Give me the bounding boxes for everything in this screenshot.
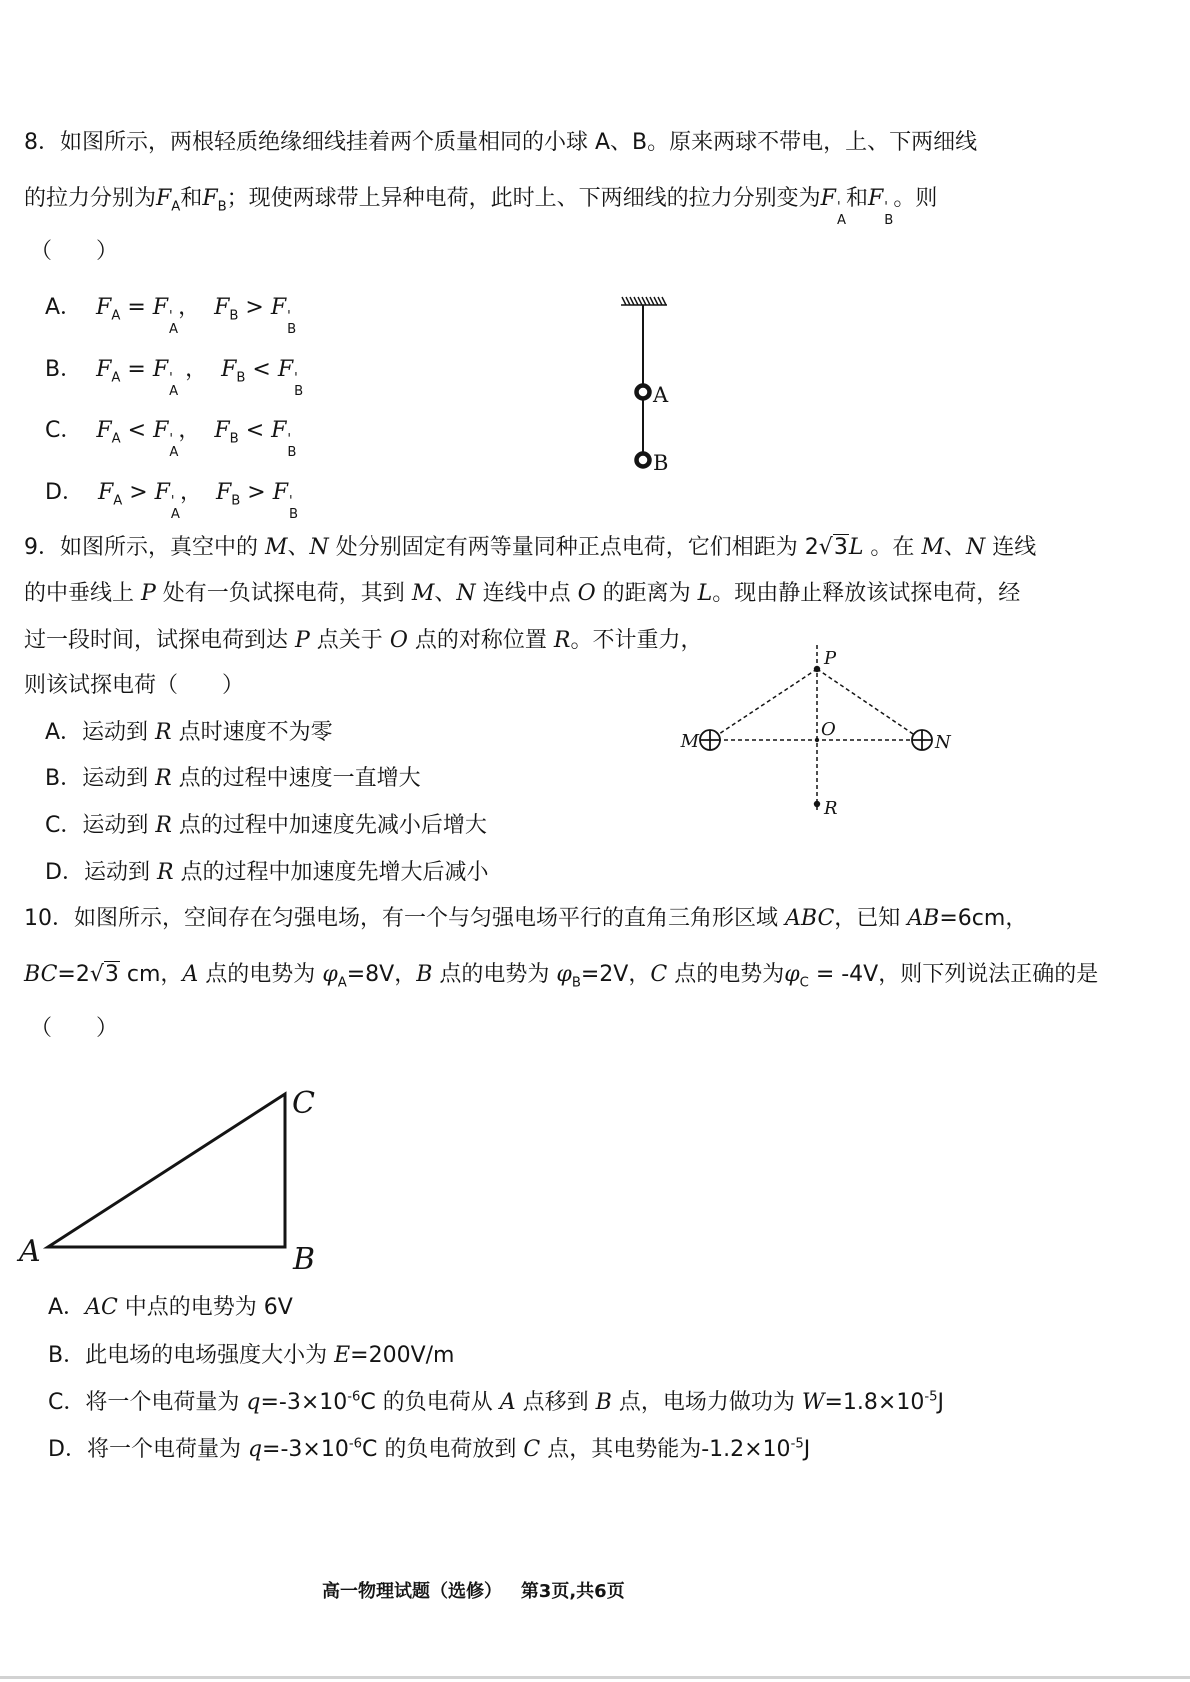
text-run: > <box>240 480 273 505</box>
text-run: 点的过程中加速度先减小后增大 <box>171 813 487 838</box>
subscript: B <box>571 975 581 991</box>
text-run: =1.8× <box>824 1390 897 1415</box>
symbol-base: ABC <box>785 906 835 931</box>
vertex-c-label: C <box>292 1086 315 1121</box>
symbol-base: A <box>499 1390 516 1415</box>
ball-a <box>637 386 650 399</box>
math-symbol <box>921 535 944 560</box>
symbol-base: 10 <box>762 1437 791 1462</box>
math-symbol <box>578 581 596 606</box>
text-run: 点，其电势能为-1.2× <box>540 1437 763 1462</box>
text-run: 点的电势为 <box>198 962 323 987</box>
text-run: 和 <box>845 186 868 211</box>
text-run: cm， <box>119 962 183 987</box>
symbol-base: F <box>96 418 112 443</box>
math-symbol <box>248 1437 262 1462</box>
script-stack <box>287 310 296 336</box>
radical-sign: √ <box>818 535 833 560</box>
text-run: 的拉力分别为 <box>24 186 157 211</box>
text-run: 处分别固定有两等量同种正点电荷，它们相距为 2 <box>328 535 819 560</box>
symbol-base: q <box>247 1437 263 1462</box>
math-symbol <box>322 962 347 991</box>
page-footer <box>322 1580 625 1604</box>
math-symbol <box>155 813 172 838</box>
symbol-base: F <box>270 295 287 320</box>
ball-a-label: A <box>653 383 669 407</box>
math-symbol <box>966 535 985 560</box>
symbol-base: R <box>155 766 172 791</box>
text-run: B． <box>45 357 97 382</box>
math-symbol <box>319 1390 360 1415</box>
symbol-base: 10 <box>319 1390 348 1415</box>
text-run: =200V/m <box>350 1343 455 1368</box>
math-symbol <box>849 535 864 560</box>
math-symbol <box>334 1343 350 1368</box>
symbol-base: F <box>215 480 232 505</box>
charge-n-icon <box>912 730 932 750</box>
symbol-base: AC <box>85 1295 118 1320</box>
math-symbol <box>271 418 297 461</box>
subscript: A <box>171 199 181 215</box>
symbol-base: 10 <box>320 1437 349 1462</box>
text-run: 。则 <box>893 186 938 211</box>
superscript: -5 <box>924 1389 938 1405</box>
math-symbol <box>390 628 408 653</box>
q10-stem-line-2 <box>24 962 1099 991</box>
script-stack <box>294 372 303 398</box>
math-symbol <box>907 906 939 931</box>
radicand: 3 <box>833 535 848 560</box>
math-symbol <box>221 357 246 386</box>
text-run: 的距离为 <box>595 581 698 606</box>
vertex-b-label: B <box>293 1242 316 1277</box>
subscript: B <box>229 308 239 324</box>
text-run: =-3× <box>260 1390 320 1415</box>
text-run: ， <box>179 480 216 505</box>
subscript: B <box>229 431 239 447</box>
subscript: A <box>169 445 179 461</box>
q10-answer-paren: （ ） <box>30 1016 119 1041</box>
text-run: 、 <box>434 581 457 606</box>
symbol-base: L <box>697 581 713 606</box>
symbol-base: M <box>411 581 435 606</box>
q9-option-c <box>45 813 487 839</box>
math-symbol <box>456 581 475 606</box>
subscript: C <box>799 975 809 991</box>
symbol-base: B <box>416 962 433 987</box>
text-run: A． <box>45 295 97 320</box>
text-run: ， <box>178 357 222 382</box>
text-run: B．运动到 <box>45 766 156 791</box>
q10-triangle-figure <box>15 1075 345 1280</box>
scan-edge <box>0 1676 1190 1679</box>
q10-option-d <box>48 1437 810 1463</box>
right-triangle-abc <box>48 1094 285 1247</box>
subscript: B <box>231 493 241 509</box>
text-run: 10．如图所示，空间存在匀强电场，有一个与匀强电场平行的直角三角形区域 <box>24 906 785 931</box>
symbol-base: O <box>577 581 596 606</box>
ball-b <box>637 454 650 467</box>
math-symbol <box>246 1390 260 1415</box>
q10-option-a <box>48 1295 293 1321</box>
radical-sign: √ <box>89 962 104 987</box>
footer-title: 高一物理试题（选修） <box>322 1581 502 1602</box>
symbol-base: F <box>820 186 836 211</box>
text-run: C 的负电荷放到 <box>362 1437 524 1462</box>
symbol-base: F <box>271 418 287 443</box>
symbol-base: M <box>265 535 288 560</box>
symbol-base: F <box>96 295 112 320</box>
math-symbol <box>270 295 297 338</box>
superscript: ' <box>287 308 291 324</box>
subscript: A <box>111 431 121 447</box>
text-run: 点的过程中加速度先增大后减小 <box>173 860 489 885</box>
math-symbol <box>265 535 288 560</box>
q9-stem-line-3 <box>24 628 702 654</box>
symbol-base: N <box>965 535 986 560</box>
superscript: -6 <box>348 1436 362 1452</box>
q8-stem-line-2 <box>24 186 937 227</box>
symbol-base: P <box>295 628 310 653</box>
math-symbol <box>157 860 174 885</box>
math-symbol <box>321 1437 362 1462</box>
text-run: ， <box>178 418 215 443</box>
symbol-base: q <box>246 1390 261 1415</box>
script-stack <box>837 201 846 227</box>
dashed-line-pm <box>710 669 817 740</box>
symbol-base: F <box>867 186 884 211</box>
symbol-base: W <box>801 1390 825 1415</box>
math-symbol <box>785 906 834 931</box>
superscript: -6 <box>347 1389 361 1405</box>
subscript: B <box>217 199 227 215</box>
superscript: ' <box>288 493 293 509</box>
superscript: ' <box>884 199 888 215</box>
symbol-base: A <box>182 962 199 987</box>
math-symbol <box>214 418 239 447</box>
math-symbol <box>412 581 435 606</box>
q8-option-d <box>45 480 298 521</box>
text-run: 。不计重力， <box>570 628 703 653</box>
text-run: C．运动到 <box>45 813 156 838</box>
symbol-base: M <box>921 535 944 560</box>
superscript: ' <box>294 370 298 386</box>
text-run: 8．如图所示，两根轻质绝缘细线挂着两个质量相同的小球 A、B。原来两球不带电，上、下两细线 <box>24 130 978 155</box>
subscript: A <box>111 308 121 324</box>
label-o: O <box>821 719 836 740</box>
symbol-base: F <box>153 418 169 443</box>
text-run: C 的负电荷从 <box>360 1390 500 1415</box>
text-run: ；现使两球带上异种电荷，此时上、下两细线的拉力分别变为 <box>226 186 821 211</box>
text-run: 点移到 <box>515 1390 596 1415</box>
math-symbol <box>90 961 120 987</box>
label-r: R <box>824 798 838 819</box>
text-run: 点的对称位置 <box>407 628 554 653</box>
symbol-base: P <box>141 581 156 606</box>
symbol-base: C <box>650 962 668 987</box>
q9-option-b <box>45 766 421 792</box>
symbol-base: R <box>155 720 172 745</box>
math-symbol <box>152 295 179 338</box>
math-symbol <box>141 581 156 606</box>
subscript: B <box>287 322 297 338</box>
math-symbol <box>155 720 172 745</box>
math-symbol <box>896 1390 937 1415</box>
vertex-a-label: A <box>19 1234 41 1269</box>
math-symbol <box>96 357 121 386</box>
q10-option-b <box>48 1343 454 1369</box>
text-run: 点的过程中速度一直增大 <box>171 766 421 791</box>
script-stack <box>169 372 178 398</box>
symbol-base: N <box>309 535 329 560</box>
text-run: = -4V，则下列说法正确的是 <box>808 962 1099 987</box>
q9-stem-line-4 <box>24 673 244 699</box>
text-run: 则该试探电荷（ ） <box>24 673 245 698</box>
text-run: 、 <box>943 535 966 560</box>
q8-answer-paren: （ ） <box>30 239 119 264</box>
math-symbol <box>24 962 57 987</box>
symbol-base: N <box>456 581 476 606</box>
math-symbol <box>523 1437 540 1462</box>
script-stack <box>171 495 180 521</box>
point-o <box>815 738 819 742</box>
math-symbol <box>272 480 299 523</box>
text-run: ，已知 <box>834 906 908 931</box>
symbol-base: F <box>152 295 169 320</box>
subscript: B <box>236 370 246 386</box>
subscript: B <box>294 384 304 400</box>
text-run: 点的电势为 <box>432 962 557 987</box>
math-symbol <box>295 628 310 653</box>
symbol-base: φ <box>322 962 338 987</box>
q10-stem-line-1 <box>24 906 1027 932</box>
symbol-base: R <box>155 813 172 838</box>
text-run: =6cm， <box>939 906 1028 931</box>
subscript: A <box>337 975 347 991</box>
subscript: A <box>111 370 121 386</box>
math-symbol <box>596 1390 612 1415</box>
symbol-base: B <box>595 1390 612 1415</box>
math-symbol <box>97 480 123 509</box>
symbol-base: F <box>202 186 218 211</box>
text-run: 处有一负试探电荷，其到 <box>155 581 412 606</box>
symbol-base: F <box>156 186 172 211</box>
q9-charges-figure <box>670 640 960 822</box>
math-symbol <box>156 186 181 215</box>
text-run: > <box>238 295 271 320</box>
q8-stem-line-1 <box>24 130 977 156</box>
script-stack <box>287 433 296 459</box>
superscript: ' <box>170 493 175 509</box>
subscript: B <box>287 445 297 461</box>
math-symbol <box>96 295 121 324</box>
math-symbol <box>85 1295 118 1320</box>
ceiling-hatch <box>621 297 667 305</box>
text-run: 点关于 <box>309 628 390 653</box>
point-p <box>814 666 820 672</box>
text-run: < <box>245 357 278 382</box>
text-run: 的中垂线上 <box>24 581 141 606</box>
symbol-base: AB <box>907 906 940 931</box>
text-run: D． <box>45 480 98 505</box>
subscript: A <box>170 507 180 523</box>
math-symbol <box>154 480 180 523</box>
symbol-base: φ <box>556 962 572 987</box>
math-symbol <box>556 962 581 991</box>
q10-option-c <box>48 1390 944 1416</box>
q8-option-c <box>45 418 296 459</box>
symbol-base: F <box>277 357 294 382</box>
symbol-base: F <box>221 357 237 382</box>
math-symbol <box>802 1390 825 1415</box>
text-run: A． <box>48 1295 86 1320</box>
math-symbol <box>820 186 846 229</box>
symbol-base: 10 <box>896 1390 925 1415</box>
text-run: = <box>120 295 153 320</box>
label-m: M <box>680 731 699 752</box>
subscript: A <box>169 322 179 338</box>
text-run: = <box>120 357 153 382</box>
q9-stem-line-2 <box>24 581 1020 607</box>
symbol-base: φ <box>784 962 800 987</box>
text-run: ， <box>178 295 215 320</box>
symbol-base: L <box>848 535 864 560</box>
subscript: A <box>169 384 179 400</box>
symbol-base: R <box>156 860 174 885</box>
math-symbol <box>650 962 667 987</box>
symbol-base: E <box>334 1343 351 1368</box>
radicand: 3 <box>104 962 119 987</box>
math-symbol <box>153 418 179 461</box>
ball-b-label: B <box>653 451 669 475</box>
symbol-base: F <box>214 295 230 320</box>
text-run: J <box>937 1390 944 1415</box>
superscript: ' <box>169 308 173 324</box>
text-run: 和 <box>180 186 203 211</box>
text-run: 连线中点 <box>475 581 578 606</box>
symbol-base: F <box>97 480 114 505</box>
symbol-base: F <box>152 357 169 382</box>
text-run: =-3× <box>262 1437 321 1462</box>
text-run: =2 <box>57 962 90 987</box>
footer-spacer <box>502 1581 521 1602</box>
math-symbol <box>819 534 849 560</box>
math-symbol <box>310 535 329 560</box>
subscript: A <box>113 493 123 509</box>
symbol-base: F <box>272 480 288 505</box>
text-run: =8V， <box>346 962 417 987</box>
text-run: 点，电场力做功为 <box>611 1390 802 1415</box>
text-run: 9．如图所示，真空中的 <box>24 535 265 560</box>
math-symbol <box>784 962 809 991</box>
text-run: 。在 <box>863 535 922 560</box>
label-p: P <box>824 648 837 669</box>
script-stack <box>169 310 178 336</box>
superscript: ' <box>836 199 841 215</box>
math-symbol <box>698 581 713 606</box>
text-run: A．运动到 <box>45 720 156 745</box>
symbol-base: BC <box>24 962 58 987</box>
point-r <box>814 801 820 807</box>
text-run: < <box>120 418 154 443</box>
math-symbol <box>215 480 241 509</box>
text-run: 、 <box>287 535 310 560</box>
superscript: ' <box>287 431 292 447</box>
symbol-base: R <box>553 628 571 653</box>
text-run: D．将一个电荷量为 <box>48 1437 248 1462</box>
text-run: 点的电势为 <box>667 962 785 987</box>
q8-option-b <box>45 357 303 398</box>
math-symbol <box>500 1390 516 1415</box>
symbol-base: O <box>389 628 408 653</box>
footer-page-number: 第3页,共6页 <box>520 1581 625 1602</box>
superscript: ' <box>169 370 173 386</box>
charge-m-icon <box>700 730 720 750</box>
math-symbol <box>763 1437 804 1462</box>
script-stack <box>289 495 298 521</box>
math-symbol <box>277 357 304 400</box>
q9-stem-line-1 <box>24 535 1036 561</box>
symbol-base: F <box>214 418 230 443</box>
math-symbol <box>554 628 571 653</box>
text-run: =2V， <box>580 962 651 987</box>
math-symbol <box>96 418 121 447</box>
math-symbol <box>214 295 239 324</box>
text-run: 过一段时间，试探电荷到达 <box>24 628 295 653</box>
script-stack <box>884 201 893 227</box>
symbol-base: C <box>523 1437 541 1462</box>
text-run: C．将一个电荷量为 <box>48 1390 247 1415</box>
text-run: B．此电场的电场强度大小为 <box>48 1343 335 1368</box>
text-run: < <box>238 418 272 443</box>
subscript: B <box>288 507 299 523</box>
math-symbol <box>152 357 179 400</box>
symbol-base: F <box>154 480 170 505</box>
text-run: > <box>122 480 155 505</box>
text-run: J <box>803 1437 811 1462</box>
subscript: A <box>836 213 846 229</box>
math-symbol <box>182 962 198 987</box>
subscript: B <box>884 213 894 229</box>
math-symbol <box>202 186 227 215</box>
math-symbol <box>867 186 894 229</box>
text-run: C． <box>45 418 97 443</box>
q9-option-a <box>45 720 333 746</box>
text-run: D．运动到 <box>45 860 157 885</box>
label-n: N <box>935 732 951 753</box>
q8-option-a <box>45 295 296 336</box>
text-run: 点时速度不为零 <box>171 720 333 745</box>
text-run: 中点的电势为 6V <box>117 1295 293 1320</box>
q9-option-d <box>45 860 489 886</box>
symbol-base: F <box>96 357 112 382</box>
text-run: 连线 <box>985 535 1037 560</box>
superscript: -5 <box>790 1436 804 1452</box>
text-run: 。现由静止释放该试探电荷，经 <box>712 581 1021 606</box>
q8-hanging-balls-figure <box>610 285 690 477</box>
math-symbol <box>416 962 432 987</box>
superscript: ' <box>169 431 173 447</box>
math-symbol <box>155 766 172 791</box>
